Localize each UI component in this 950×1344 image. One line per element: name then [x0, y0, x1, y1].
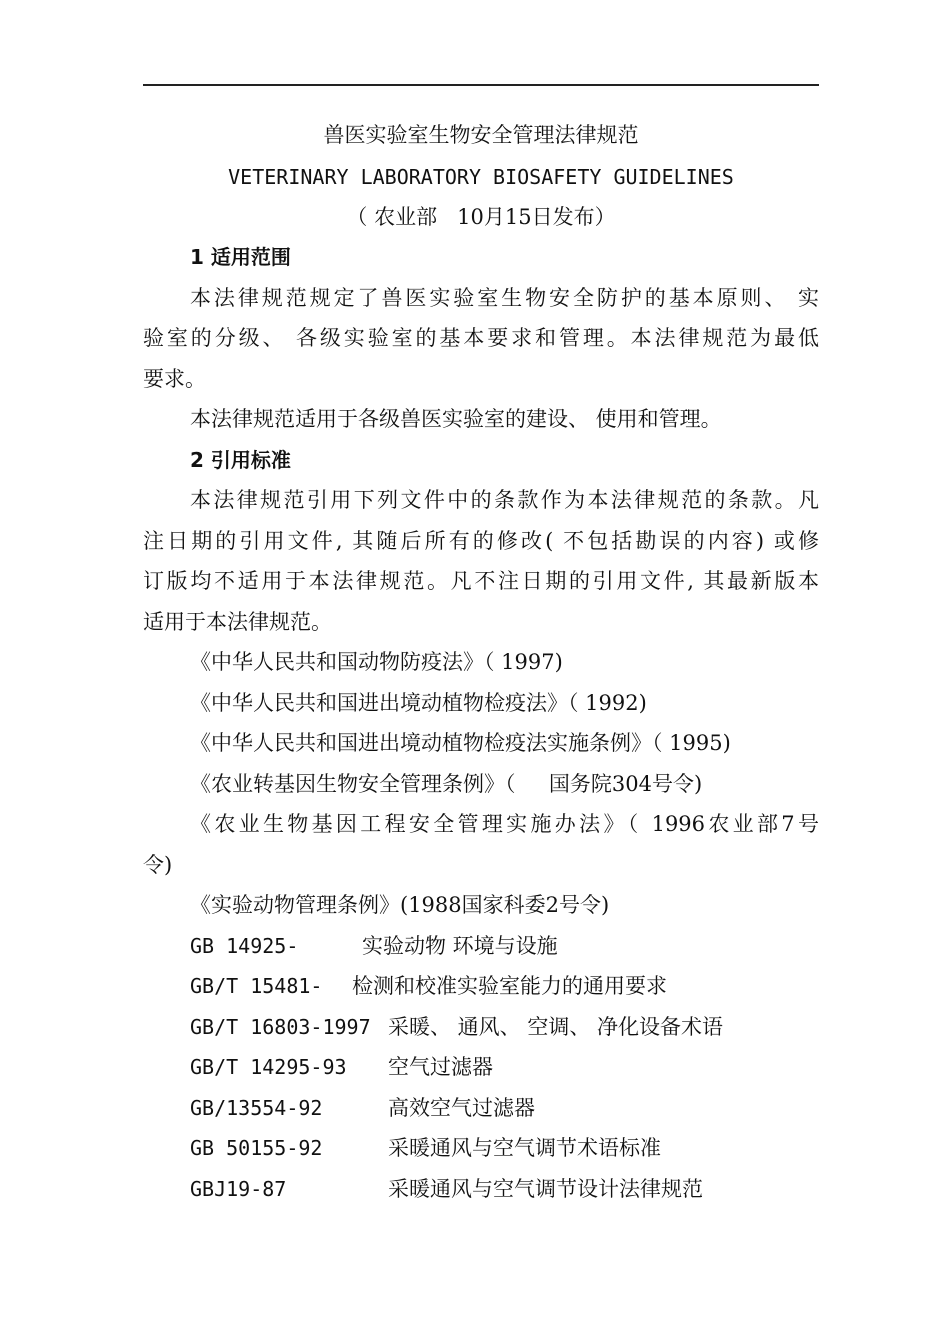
- standard-title: 高效空气过滤器: [388, 1096, 535, 1120]
- standard-title: 采暖、 通风、 空调、 净化设备术语: [388, 1015, 724, 1039]
- section-2-paragraph-line-4: 适用于本法律规范。: [143, 610, 332, 634]
- section-1-paragraph-1-line-1: 本法律规范规定了兽医实验室生物安全防护的基本原则、 实: [190, 286, 819, 310]
- standard-code: GB/T 16803-1997: [190, 1015, 371, 1039]
- reference-item-continuation: 令): [143, 853, 173, 877]
- standard-code: GB/T 15481-: [190, 974, 323, 998]
- section-1-paragraph-1-line-3: 要求。: [143, 367, 206, 391]
- standard-title: 实验动物 环境与设施: [362, 934, 558, 958]
- reference-item: 《实验动物管理条例》(1988国家科委2号令): [190, 893, 610, 917]
- reference-item: 《农业转基因生物安全管理条例》（ 国务院304号令): [190, 772, 703, 796]
- standard-title: 采暖通风与空气调节设计法律规范: [388, 1177, 703, 1201]
- page-title: 兽医实验室生物安全管理法律规范: [323, 123, 639, 147]
- issue-info: （ 农业部 10月15日发布）: [346, 205, 616, 229]
- standard-code: GB 14925-: [190, 934, 299, 958]
- standard-code: GBJ19-87: [190, 1177, 287, 1201]
- standard-code: GB 50155-92: [190, 1136, 323, 1160]
- section-2-heading: 2 引用标准: [190, 448, 291, 472]
- standard-code: GB/13554-92: [190, 1096, 323, 1120]
- standard-title: 空气过滤器: [388, 1055, 493, 1079]
- reference-item: 《中华人民共和国进出境动植物检疫法实施条例》（ 1995): [190, 731, 731, 755]
- section-2-paragraph-line-2: 注日期的引用文件, 其随后所有的修改( 不包括勘误的内容) 或修: [143, 529, 819, 553]
- reference-item: 《中华人民共和国进出境动植物检疫法》（ 1992): [190, 691, 647, 715]
- section-1-paragraph-1-line-2: 验室的分级、 各级实验室的基本要求和管理。本法律规范为最低: [143, 326, 819, 350]
- section-1-heading: 1 适用范围: [190, 245, 291, 269]
- page-subtitle-en: VETERINARY LABORATORY BIOSAFETY GUIDELINES: [228, 165, 734, 189]
- standard-code: GB/T 14295-93: [190, 1055, 347, 1079]
- standard-title: 采暖通风与空气调节术语标准: [388, 1136, 661, 1160]
- reference-item: 《农业生物基因工程安全管理实施办法》（ 1996农业部7号: [190, 812, 819, 836]
- section-2-paragraph-line-3: 订版均不适用于本法律规范。凡不注日期的引用文件, 其最新版本: [143, 569, 819, 593]
- section-2-paragraph-line-1: 本法律规范引用下列文件中的条款作为本法律规范的条款。凡: [190, 488, 819, 512]
- reference-item: 《中华人民共和国动物防疫法》（ 1997): [190, 650, 563, 674]
- standard-title: 检测和校准实验室能力的通用要求: [352, 974, 667, 998]
- section-1-paragraph-2: 本法律规范适用于各级兽医实验室的建设、 使用和管理。: [190, 407, 722, 431]
- header-rule: [143, 84, 819, 86]
